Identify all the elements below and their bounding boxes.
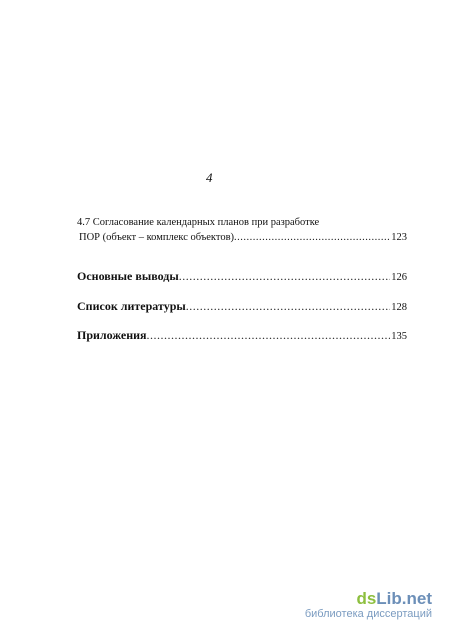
toc-entry-4-7-line2 [79,232,407,243]
watermark-subtitle: библиотека диссертаций [304,608,432,620]
toc-entry-4-7-line1: 4.7 Согласование календарных планов при разработке [77,217,320,228]
toc-entry-appendices [77,328,407,343]
dslib-logo [305,590,432,607]
leader-dots [186,299,391,314]
toc-page-number: 135 [391,331,407,342]
toc-entry-conclusions [77,269,407,284]
toc-entry-label: Основные выводы [77,269,179,283]
leader-dots [147,328,391,343]
toc-page-number: 123 [391,232,407,243]
dslib-watermark [305,590,432,620]
logo-lib: Lib.net [376,589,432,608]
toc-entry-label: Приложения [77,328,147,342]
toc-page-number: 128 [391,302,407,313]
page-number: 4 [206,170,213,185]
leader-dots [179,269,391,284]
leader-dots [234,232,390,243]
toc-page-number: 126 [391,272,407,283]
toc-entry-label: Список литературы [77,299,186,313]
toc-entry-label: ПОР (объект – комплекс объектов) [79,232,235,243]
toc-entry-references [77,299,407,314]
logo-ds: ds [356,589,377,608]
